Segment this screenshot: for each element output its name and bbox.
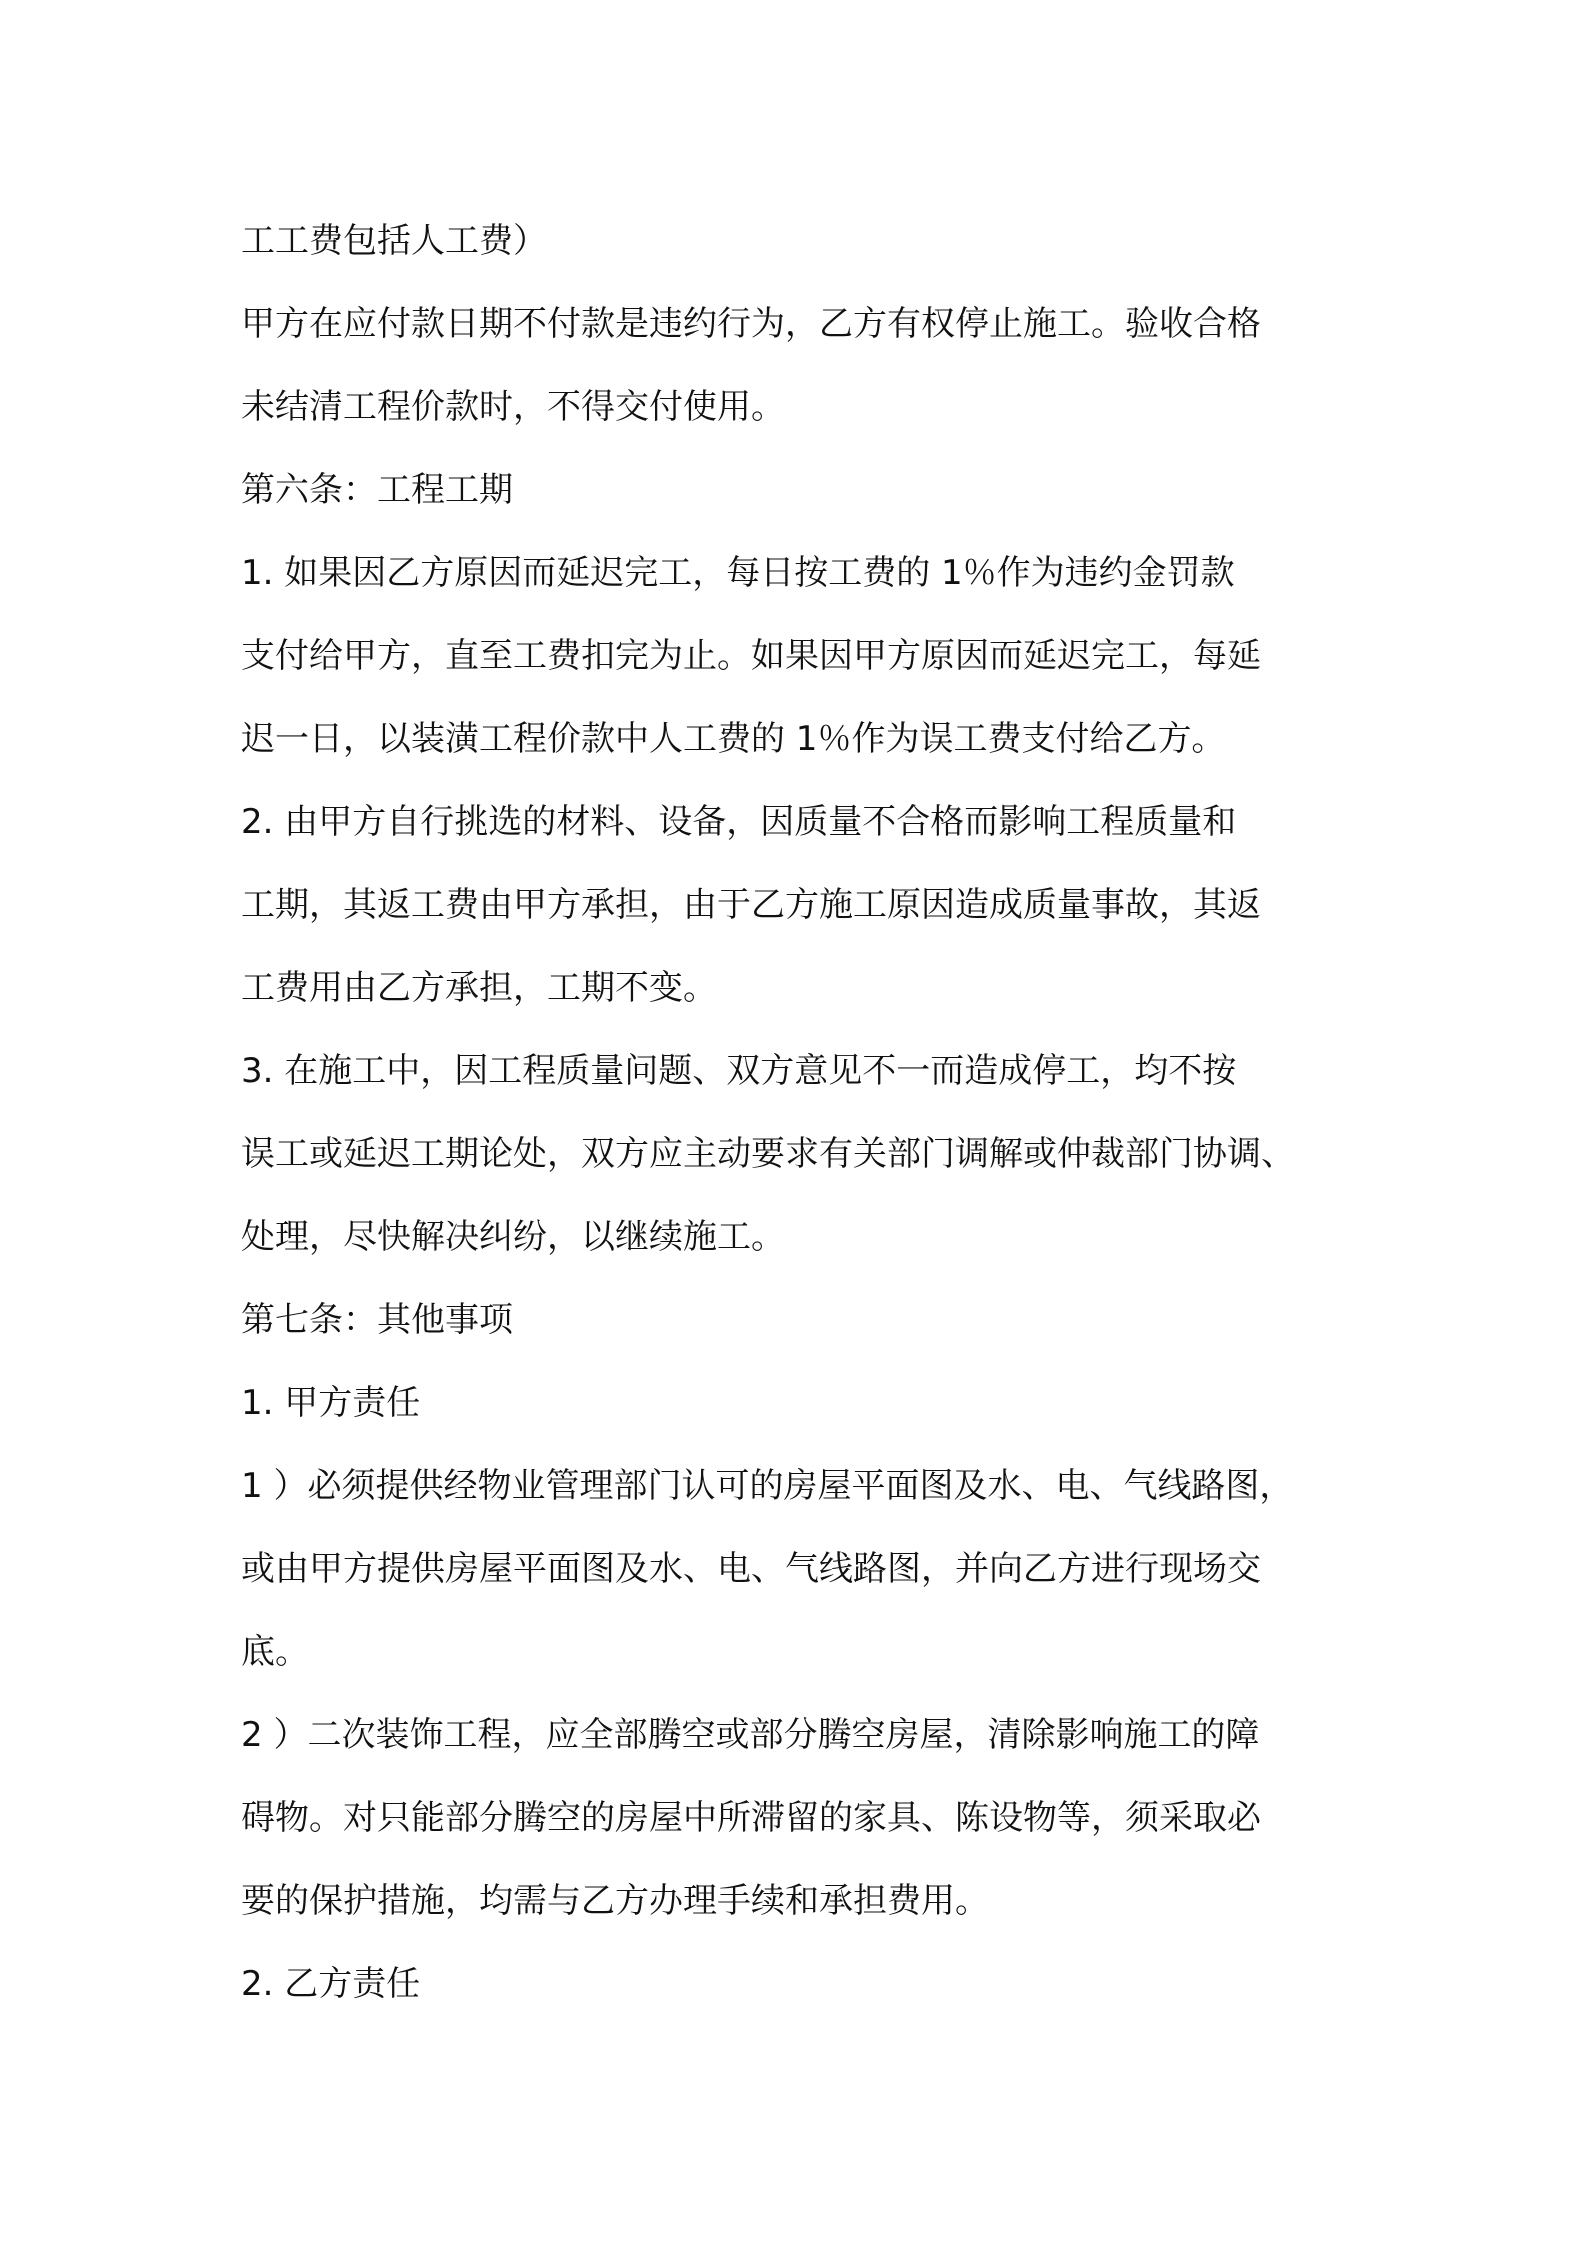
text-line: 2. 由甲方自行挑选的材料、设备，因质量不合格而影响工程质量和 [241, 802, 1237, 842]
text-line: 支付给甲方，直至工费扣完为止。如果因甲方原因而延迟完工，每延 [241, 636, 1261, 676]
text-line: 底。 [241, 1632, 309, 1672]
subsection-heading: 2. 乙方责任 [241, 1964, 421, 2004]
text-line: 碍物。对只能部分腾空的房屋中所滞留的家具、陈设物等，须采取必 [241, 1798, 1261, 1838]
text-line: 处理，尽快解决纠纷，以继续施工。 [241, 1217, 785, 1257]
text-line: 或由甲方提供房屋平面图及水、电、气线路图，并向乙方进行现场交 [241, 1549, 1261, 1589]
section-heading: 第七条：其他事项 [241, 1300, 513, 1340]
text-line: 迟一日，以装潢工程价款中人工费的 1％作为误工费支付给乙方。 [241, 719, 1226, 759]
text-line: 甲方在应付款日期不付款是违约行为，乙方有权停止施工。验收合格 [241, 304, 1261, 344]
subsection-heading: 1. 甲方责任 [241, 1383, 421, 1423]
text-line: 要的保护措施，均需与乙方办理手续和承担费用。 [241, 1881, 989, 1921]
text-line: 未结清工程价款时，不得交付使用。 [241, 387, 785, 427]
text-line: 工工费包括人工费） [241, 221, 547, 261]
section-heading: 第六条：工程工期 [241, 470, 513, 510]
text-line: 工期，其返工费由甲方承担，由于乙方施工原因造成质量事故，其返 [241, 885, 1261, 925]
text-line: 工费用由乙方承担，工期不变。 [241, 968, 717, 1008]
text-line: 2 ）二次装饰工程，应全部腾空或部分腾空房屋，清除影响施工的障 [241, 1715, 1260, 1755]
text-line: 1 ）必须提供经物业管理部门认可的房屋平面图及水、电、气线路图， [241, 1466, 1294, 1506]
text-line: 误工或延迟工期论处，双方应主动要求有关部门调解或仲裁部门协调、 [241, 1134, 1295, 1174]
document-body [241, 200, 1381, 2026]
text-line: 1. 如果因乙方原因而延迟完工，每日按工费的 1％作为违约金罚款 [241, 553, 1235, 593]
text-line: 3. 在施工中，因工程质量问题、双方意见不一而造成停工，均不按 [241, 1051, 1237, 1091]
